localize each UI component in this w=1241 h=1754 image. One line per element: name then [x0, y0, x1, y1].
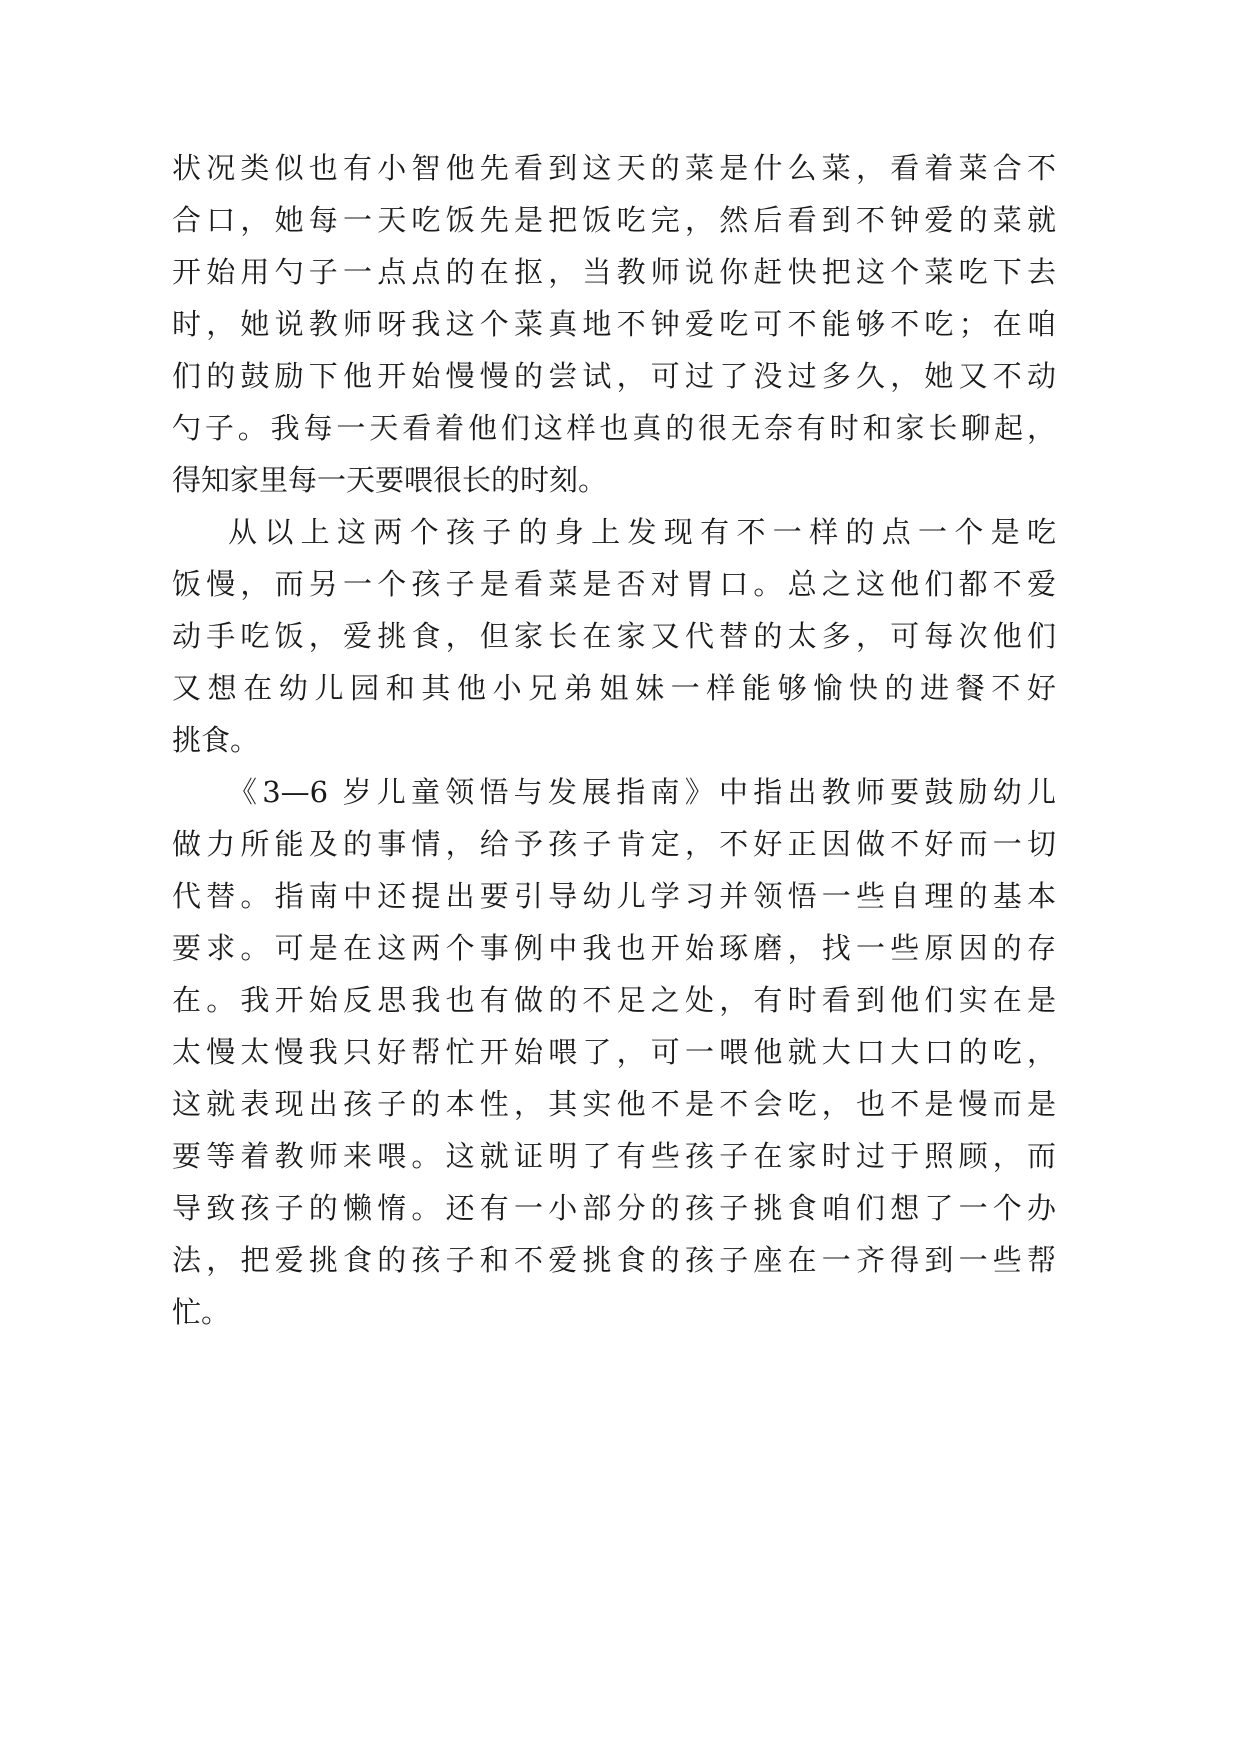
text-line: 这就表现出孩子的本性，其实他不是不会吃，也不是慢而是: [172, 1087, 1056, 1121]
text-line: 勺子。我每一天看着他们这样也真的很无奈有时和家长聊起，: [172, 411, 1056, 445]
text-line: 动手吃饭，爱挑食，但家长在家又代替的太多，可每次他们: [172, 619, 1056, 653]
text-line: 要等着教师来喂。这就证明了有些孩子在家时过于照顾，而: [172, 1139, 1056, 1173]
text-line: 从以上这两个孩子的身上发现有不一样的点一个是吃: [228, 515, 1056, 549]
paragraph-1: [172, 142, 1056, 506]
text-line: 太慢太慢我只好帮忙开始喂了，可一喂他就大口大口的吃，: [172, 1035, 1056, 1069]
text-line: 代替。指南中还提出要引导幼儿学习并领悟一些自理的基本: [172, 879, 1056, 913]
text-line: 们的鼓励下他开始慢慢的尝试，可过了没过多久，她又不动: [172, 359, 1056, 393]
text-line: 得知家里每一天要喂很长的时刻。: [172, 463, 608, 497]
text-line: 又想在幼儿园和其他小兄弟姐妹一样能够愉快的进餐不好: [172, 671, 1056, 705]
paragraph-3: [172, 766, 1056, 1338]
body-text: [172, 142, 1056, 1338]
text-line: 饭慢，而另一个孩子是看菜是否对胃口。总之这他们都不爱: [172, 567, 1056, 601]
paragraph-2: [172, 506, 1056, 766]
text-line: 挑食。: [172, 723, 260, 757]
text-line: 《3—6 岁儿童领悟与发展指南》中指出教师要鼓励幼儿: [228, 775, 1056, 809]
text-line: 状况类似也有小智他先看到这天的菜是什么菜，看着菜合不: [172, 151, 1056, 185]
text-line: 法，把爱挑食的孩子和不爱挑食的孩子座在一齐得到一些帮: [172, 1243, 1056, 1277]
text-line: 导致孩子的懒惰。还有一小部分的孩子挑食咱们想了一个办: [172, 1191, 1056, 1225]
text-line: 合口，她每一天吃饭先是把饭吃完，然后看到不钟爱的菜就: [172, 203, 1056, 237]
text-line: 开始用勺子一点点的在抠，当教师说你赶快把这个菜吃下去: [172, 255, 1056, 289]
text-line: 在。我开始反思我也有做的不足之处，有时看到他们实在是: [172, 983, 1056, 1017]
text-line: 要求。可是在这两个事例中我也开始琢磨，找一些原因的存: [172, 931, 1056, 965]
text-line: 忙。: [172, 1295, 231, 1329]
text-line: 做力所能及的事情，给予孩子肯定，不好正因做不好而一切: [172, 827, 1056, 861]
text-line: 时，她说教师呀我这个菜真地不钟爱吃可不能够不吃；在咱: [172, 307, 1056, 341]
